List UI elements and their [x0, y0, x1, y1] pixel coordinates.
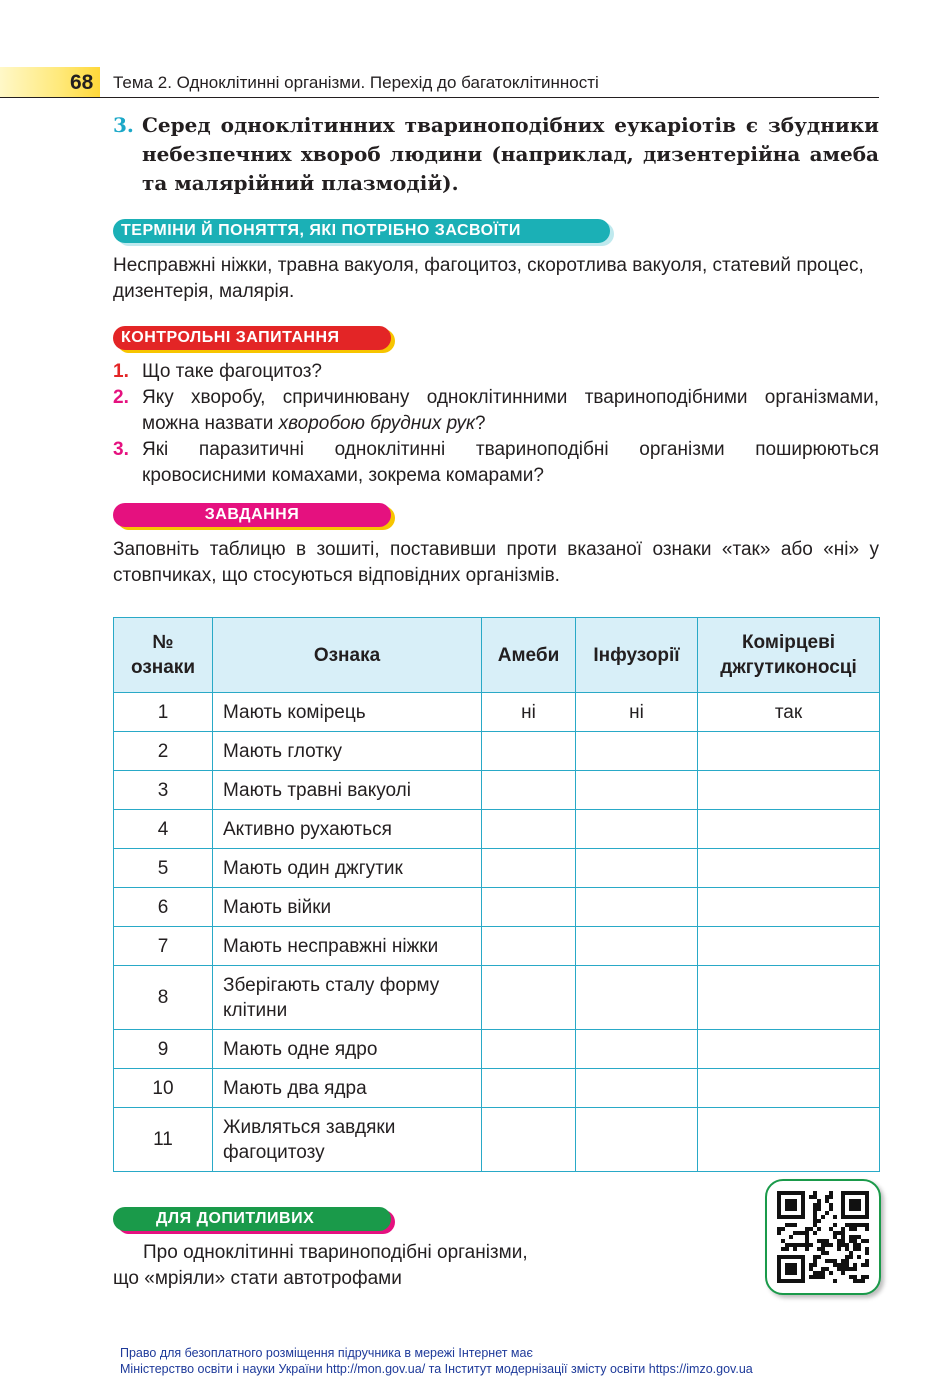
cell-infusoria [576, 966, 698, 1030]
cell-infusoria [576, 927, 698, 966]
table-row [114, 810, 880, 849]
cell-amoeba [482, 810, 576, 849]
cell-collar-flagellates [698, 888, 880, 927]
cell-collar-flagellates [698, 966, 880, 1030]
cell-number: 8 [114, 966, 213, 1030]
cell-collar-flagellates [698, 849, 880, 888]
cell-infusoria [576, 888, 698, 927]
table-row [114, 888, 880, 927]
cell-feature: Мають травні вакуолі [213, 771, 482, 810]
cell-amoeba [482, 1030, 576, 1069]
table-row [114, 693, 880, 732]
cell-infusoria: ні [576, 693, 698, 732]
cell-collar-flagellates [698, 810, 880, 849]
table-row [114, 966, 880, 1030]
cell-number: 6 [114, 888, 213, 927]
cell-number: 10 [114, 1069, 213, 1108]
cell-infusoria [576, 771, 698, 810]
cell-feature: Живляться завдяки фагоцитозу [213, 1108, 482, 1172]
qr-code-link[interactable] [765, 1179, 881, 1295]
cell-number: 9 [114, 1030, 213, 1069]
cell-infusoria [576, 1030, 698, 1069]
question-italic-term: хворобою брудних рук [278, 413, 476, 434]
cell-number: 2 [114, 732, 213, 771]
curious-line-1: Про одноклітинні твариноподібні організми, [143, 1242, 528, 1263]
cell-amoeba [482, 966, 576, 1030]
table-row [114, 1069, 880, 1108]
cell-feature: Мають комірець [213, 693, 482, 732]
conclusion-item-3 [113, 111, 879, 198]
cell-feature: Зберігають сталу форму клітини [213, 966, 482, 1030]
cell-number: 7 [114, 927, 213, 966]
cell-amoeba [482, 849, 576, 888]
question-number: 1. [113, 361, 129, 382]
col-header-feature: Ознака [213, 618, 482, 693]
cell-collar-flagellates [698, 732, 880, 771]
cell-feature: Мають два ядра [213, 1069, 482, 1108]
conclusion-line-1 [113, 111, 879, 140]
col-header-collar-flagellates: Комірцеві джгутиконосці [698, 618, 880, 693]
conclusion-line-2: небезпечних хвороб людини (наприклад, дизентерійна амеба [142, 142, 879, 166]
cell-number: 5 [114, 849, 213, 888]
cell-collar-flagellates: так [698, 693, 880, 732]
cell-amoeba [482, 888, 576, 927]
cell-infusoria [576, 1108, 698, 1172]
cell-collar-flagellates [698, 1069, 880, 1108]
cell-amoeba: ні [482, 693, 576, 732]
question-number: 3. [113, 439, 129, 460]
question-text: Які паразитичні одноклітинні твариноподібні організми поширюються кровосисними комахами, зокрема комарами? [142, 439, 879, 486]
copyright-footer [120, 1345, 940, 1377]
conclusion-line-3: та малярійний плазмодій). [142, 171, 459, 195]
curious-heading: ДЛЯ ДОПИТЛИВИХ [113, 1207, 391, 1231]
question-item [113, 437, 879, 489]
cell-amoeba [482, 771, 576, 810]
cell-number: 1 [114, 693, 213, 732]
table-row [114, 849, 880, 888]
cell-infusoria [576, 1069, 698, 1108]
cell-feature: Мають війки [213, 888, 482, 927]
cell-feature: Мають несправжні ніжки [213, 927, 482, 966]
chapter-title: Тема 2. Одноклітинні організми. Перехід до багатоклітинності [113, 73, 599, 92]
cell-amoeba [482, 1069, 576, 1108]
cell-collar-flagellates [698, 927, 880, 966]
curious-line-2: що «мріяли» стати автотрофами [113, 1268, 402, 1289]
cell-amoeba [482, 732, 576, 771]
col-header-number: № ознаки [114, 618, 213, 693]
table-row [114, 1108, 880, 1172]
curious-text [113, 1240, 613, 1292]
table-row [114, 771, 880, 810]
cell-infusoria [576, 810, 698, 849]
cell-number: 3 [114, 771, 213, 810]
col-header-amoeba: Амеби [482, 618, 576, 693]
footer-line-2: Міністерство освіти і науки України http://mon.gov.ua/ та Інститут модернізації змісту освіти https://imzo.gov.ua [120, 1362, 753, 1376]
cell-infusoria [576, 849, 698, 888]
table-row [114, 732, 880, 771]
cell-amoeba [482, 927, 576, 966]
question-text: Що таке фагоцитоз? [142, 361, 322, 382]
cell-feature: Мають одне ядро [213, 1030, 482, 1069]
questions-heading: КОНТРОЛЬНІ ЗАПИТАННЯ [113, 326, 391, 350]
table-row [114, 1030, 880, 1069]
footer-line-1: Право для безоплатного розміщення підручника в мережі Інтернет має [120, 1346, 533, 1360]
cell-collar-flagellates [698, 771, 880, 810]
terms-heading: ТЕРМІНИ Й ПОНЯТТЯ, ЯКІ ПОТРІБНО ЗАСВОЇТИ [113, 219, 610, 243]
table-row [114, 927, 880, 966]
cell-feature: Активно рухаються [213, 810, 482, 849]
question-text: Яку хворобу, спричинювану одноклітинними твариноподібними організмами, можна назвати [142, 387, 879, 434]
question-item [113, 385, 879, 437]
task-heading: ЗАВДАННЯ [113, 503, 391, 527]
header-rule [0, 97, 879, 98]
task-text: Заповніть таблицю в зошиті, поставивши проти вказаної ознаки «так» або «ні» у стовпчиках, що стосуються відповідних організмів. [113, 539, 879, 586]
cell-amoeba [482, 1108, 576, 1172]
cell-feature: Мають один джгутик [213, 849, 482, 888]
page-number: 68 [70, 71, 94, 94]
question-item [113, 359, 879, 385]
question-number: 2. [113, 387, 129, 408]
qr-code-icon [777, 1191, 869, 1283]
cell-number: 4 [114, 810, 213, 849]
cell-collar-flagellates [698, 1030, 880, 1069]
question-text-end: ? [475, 413, 486, 434]
features-table [113, 617, 880, 1172]
questions-list [113, 359, 879, 489]
cell-feature: Мають глотку [213, 732, 482, 771]
terms-text: Несправжні ніжки, травна вакуоля, фагоцитоз, скоротлива вакуоля, статевий процес, дизентерія, малярія. [113, 255, 864, 302]
cell-infusoria [576, 732, 698, 771]
conclusion-text-1: Серед одноклітинних твариноподібних еукаріотів є збудники [142, 113, 879, 137]
cell-number: 11 [114, 1108, 213, 1172]
col-header-infusoria: Інфузорії [576, 618, 698, 693]
cell-collar-flagellates [698, 1108, 880, 1172]
table-header-row [114, 618, 880, 693]
conclusion-number: 3. [113, 113, 134, 137]
